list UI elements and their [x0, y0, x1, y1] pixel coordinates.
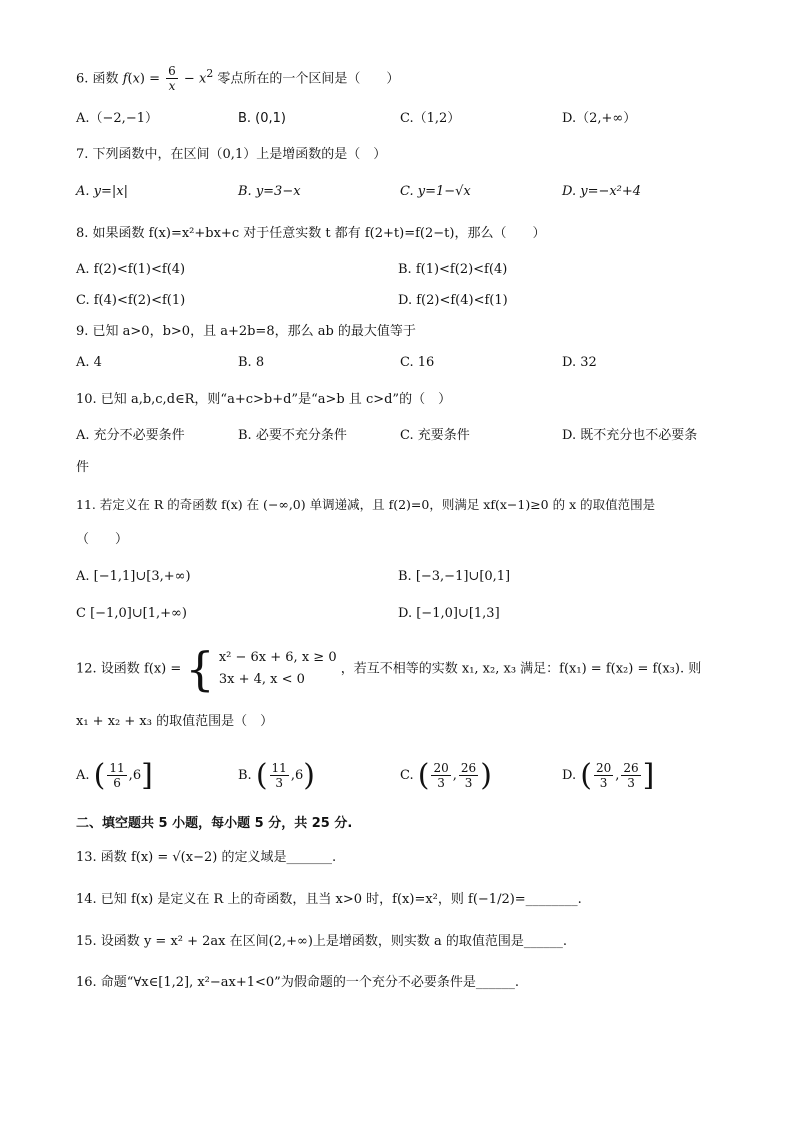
- q9-option-c[interactable]: C. 16: [400, 355, 435, 370]
- q9-option-d[interactable]: D. 32: [562, 355, 597, 370]
- question-10-stem: 10. 已知 a,b,c,d∈R，则“a+c>b+d”是“a>b 且 c>d”的（ ）: [76, 392, 452, 407]
- q11-option-b[interactable]: B. [−3,−1]∪[0,1]: [398, 569, 511, 584]
- q6-option-a[interactable]: A.（−2,−1）: [76, 111, 158, 126]
- q7-option-b[interactable]: B. y=3−x: [238, 184, 301, 199]
- question-12-options: [76, 754, 724, 798]
- question-13: 13. 函数 f(x) = √(x−2) 的定义域是_______.: [76, 850, 337, 865]
- q10-option-c[interactable]: C. 充要条件: [400, 428, 470, 443]
- q12-option-c[interactable]: C. ( $\frac{20}{3}$ , $\frac{26}{3}$ ): [400, 757, 492, 793]
- q12-option-a[interactable]: A. ( $\frac{11}{6}$ ,6]: [76, 757, 153, 793]
- q7-option-d[interactable]: D. y=−x²+4: [562, 184, 642, 199]
- question-11-paren: （ ）: [76, 532, 129, 547]
- q12-option-d[interactable]: D. ( $\frac{20}{3}$ , $\frac{26}{3}$ ]: [562, 757, 655, 793]
- question-12-stem: [76, 642, 702, 696]
- question-7-stem: 7. 下列函数中，在区间（0,1）上是增函数的是（ ）: [76, 147, 387, 162]
- q11-option-c[interactable]: C [−1,0]∪[1,+∞): [76, 606, 187, 621]
- q12-option-b[interactable]: B. ( $\frac{11}{3}$ ,6): [238, 757, 315, 793]
- q11-option-d[interactable]: D. [−1,0]∪[1,3]: [398, 606, 500, 621]
- question-6-options: [76, 108, 724, 130]
- q7-option-c[interactable]: C. y=1−√x: [400, 184, 471, 199]
- q9-option-a[interactable]: A. 4: [76, 355, 102, 370]
- q10-option-d-wrap: 件: [76, 460, 90, 475]
- q6-fraction: $\frac{6}{x}$: [168, 64, 176, 94]
- q6-option-b[interactable]: B. (0,1): [238, 111, 287, 126]
- q6-option-c[interactable]: C.（1,2）: [400, 111, 461, 126]
- q10-option-d[interactable]: D. 既不充分也不必要条: [562, 428, 698, 443]
- q12-brace: {: [185, 642, 215, 696]
- question-10-options: [76, 425, 724, 447]
- q8-option-b[interactable]: B. f(1)<f(2)<f(4): [398, 262, 508, 277]
- q12-case-1: x² − 6x + 6, x ≥ 0: [218, 650, 337, 665]
- q10-option-b[interactable]: B. 必要不充分条件: [238, 428, 347, 443]
- question-11-options-row1: [76, 566, 724, 588]
- question-14: 14. 已知 f(x) 是定义在 R 上的奇函数，且当 x>0 时，f(x)=x²，则 f(−1/2)=________.: [76, 892, 582, 907]
- q6-prefix: 6. 函数: [76, 71, 119, 87]
- q6-suffix: 零点所在的一个区间是（ ）: [217, 71, 400, 87]
- q12-suffix: ，若互不相等的实数 x₁, x₂, x₃ 满足：f(x₁) = f(x₂) = f(x₃). 则: [340, 661, 702, 677]
- question-9-stem: 9. 已知 a>0，b>0，且 a+2b=8，那么 ab 的最大值等于: [76, 324, 416, 339]
- q12-case-2: 3x + 4, x < 0: [218, 672, 305, 687]
- q6-option-d[interactable]: D.（2,+∞）: [562, 111, 637, 126]
- question-7-options: [76, 181, 724, 203]
- q12-prefix: 12. 设函数 f(x) =: [76, 661, 182, 677]
- question-8-stem: 8. 如果函数 f(x)=x²+bx+c 对于任意实数 t 都有 f(2+t)=f(2−t)，那么（ ）: [76, 226, 546, 241]
- question-12-line2: x₁ + x₂ + x₃ 的取值范围是（ ）: [76, 714, 274, 729]
- q8-option-d[interactable]: D. f(2)<f(4)<f(1): [398, 293, 508, 308]
- q11-option-a[interactable]: A. [−1,1]∪[3,+∞): [76, 569, 191, 584]
- question-11-stem: 11. 若定义在 R 的奇函数 f(x) 在 (−∞,0) 单调递减，且 f(2)=0，则满足 xf(x−1)≥0 的 x 的取值范围是: [76, 497, 656, 512]
- q8-option-c[interactable]: C. f(4)<f(2)<f(1): [76, 293, 186, 308]
- question-8-options-row2: [76, 290, 724, 312]
- q12-piecewise: [219, 647, 337, 691]
- q7-option-a[interactable]: A. y=|x|: [76, 184, 128, 199]
- q9-option-b[interactable]: B. 8: [238, 355, 265, 370]
- question-11-options-row2: [76, 603, 724, 625]
- question-6-stem: 6. 函数 f(x) = $\frac{6}{x}$ − $x^2$ 零点所在的一个区间是（ ）: [76, 64, 400, 94]
- question-8-options-row1: [76, 259, 724, 281]
- question-16: 16. 命题“∀x∈[1,2], x²−ax+1<0”为假命题的一个充分不必要条件是______.: [76, 975, 519, 990]
- q10-option-a[interactable]: A. 充分不必要条件: [76, 428, 185, 443]
- q8-option-a[interactable]: A. f(2)<f(1)<f(4): [76, 262, 186, 277]
- question-9-options: [76, 352, 724, 374]
- question-15: 15. 设函数 y = x² + 2ax 在区间(2,+∞)上是增函数，则实数 a 的取值范围是______.: [76, 934, 568, 949]
- section-2-heading: 二、填空题共 5 小题，每小题 5 分，共 25 分.: [76, 816, 353, 831]
